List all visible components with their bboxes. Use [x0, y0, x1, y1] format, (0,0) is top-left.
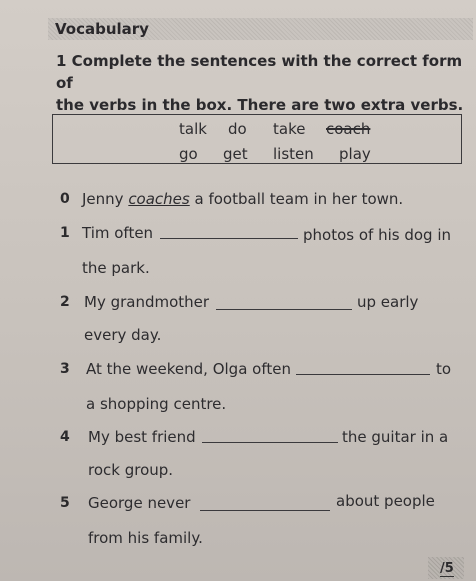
word-do: do	[228, 120, 247, 138]
item-1-answer-blank[interactable]	[160, 238, 298, 239]
item-1-before: Tim often	[82, 224, 154, 242]
instruction-line-1: 1 Complete the sentences with the correct form of	[56, 52, 463, 92]
word-get: get	[223, 145, 248, 163]
item-2-answer-blank[interactable]	[216, 309, 352, 310]
item-0-answer: coaches	[128, 190, 190, 208]
item-3-answer-blank[interactable]	[296, 374, 430, 375]
item-1-after: photos of his dog in	[303, 226, 451, 244]
item-4-after: the guitar in a	[342, 428, 449, 446]
word-take: take	[273, 120, 306, 138]
item-3-before: At the weekend, Olga often	[86, 360, 291, 378]
item-5-after: about people	[336, 492, 435, 510]
section-title: Vocabulary	[48, 18, 473, 40]
item-3-number: 3	[60, 361, 70, 377]
item-5-line2: from his family.	[88, 529, 203, 547]
item-4-answer-blank[interactable]	[202, 442, 338, 443]
word-go: go	[179, 145, 198, 163]
item-2-line2: every day.	[84, 326, 162, 344]
score-label: /5	[440, 561, 454, 576]
item-1-line2: the park.	[82, 259, 150, 277]
word-play: play	[339, 145, 371, 163]
item-2-after: up early	[357, 293, 419, 311]
word-box	[52, 114, 462, 164]
item-4-before: My best friend	[88, 428, 196, 446]
item-5-number: 5	[60, 495, 70, 511]
item-4-number: 4	[60, 429, 70, 445]
item-3-line2: a shopping centre.	[86, 395, 227, 413]
item-4-line2: rock group.	[88, 461, 174, 479]
item-1-number: 1	[60, 225, 70, 241]
instruction-line-2: the verbs in the box. There are two extra verbs.	[56, 96, 464, 114]
word-listen: listen	[273, 145, 314, 163]
word-coach-struck: coach	[326, 120, 371, 138]
item-3-after: to	[436, 360, 452, 378]
item-5-answer-blank[interactable]	[200, 510, 330, 511]
word-talk: talk	[179, 120, 207, 138]
item-0-sentence	[82, 190, 403, 208]
item-0-before: Jenny	[82, 190, 129, 208]
item-0-after: a football team in her town.	[189, 190, 404, 208]
item-5-before: George never	[88, 494, 191, 512]
item-0-number: 0	[60, 191, 70, 207]
instruction-text	[56, 50, 466, 116]
item-2-before: My grandmother	[84, 293, 210, 311]
item-2-number: 2	[60, 294, 70, 310]
